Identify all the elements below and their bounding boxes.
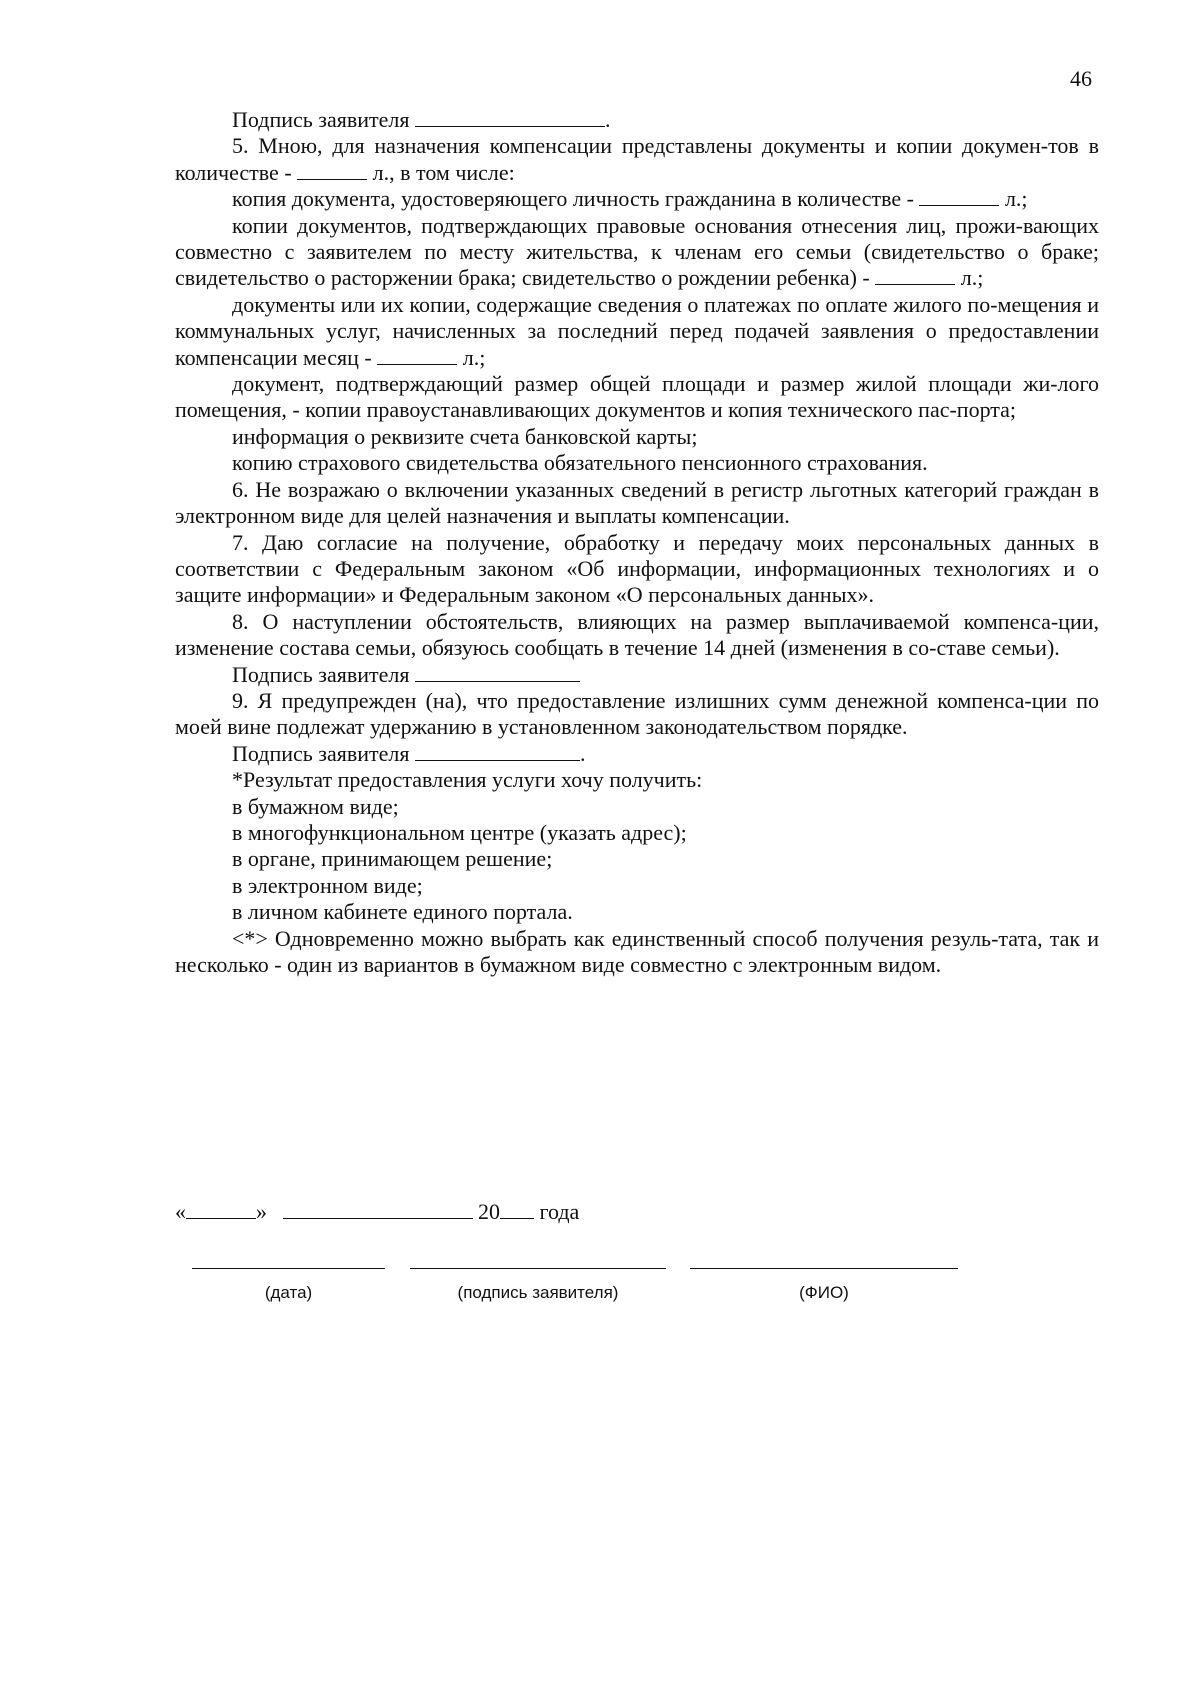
paragraph-text: в личном кабинете единого портала. (232, 899, 573, 925)
page-number: 46 (1070, 66, 1092, 91)
form-paragraph (175, 213, 1099, 292)
paragraph-text: . (605, 107, 611, 132)
signature-line (410, 1268, 666, 1269)
fill-in-blank (415, 663, 580, 682)
signature-caption: (подпись заявителя) (457, 1283, 619, 1302)
form-paragraph (175, 688, 1099, 741)
year-prefix: 20 (478, 1199, 500, 1224)
paragraph-text: в органе, принимающем решение; (232, 846, 553, 872)
paragraph-text: *Результат предоставления услуги хочу получить: (232, 767, 703, 793)
application-form-text (175, 107, 1099, 978)
paragraph-text: л.; (457, 344, 486, 370)
form-paragraph (175, 820, 1099, 846)
form-paragraph (175, 794, 1099, 820)
paragraph-text: информация о реквизите счета банковской карты; (232, 423, 698, 449)
form-paragraph (175, 609, 1099, 662)
paragraph-text: 5. Мною, для назначения компенсации представлены документы и копии докумен-тов в количестве - (175, 133, 1099, 185)
date-signature-line (192, 1268, 385, 1269)
paragraph-text: 7. Даю согласие на получение, обработку и передачу моих персональных данных в соответствии с Федеральным законом «Об информации, информационных технологиях и о защите информации» и Федеральным законом «О персональных данных». (175, 529, 1099, 608)
date-line (175, 1199, 579, 1225)
paragraph-text: л.; (999, 186, 1028, 212)
year-suffix: года (539, 1199, 580, 1224)
full-name-line (690, 1268, 958, 1269)
form-paragraph (175, 873, 1099, 899)
year-blank (500, 1200, 534, 1219)
paragraph-text: документ, подтверждающий размер общей площади и размер жилой площади жи-лого помещения, - копии правоустанавливающих документов и копия технического пас-порта; (175, 371, 1099, 423)
date-caption: (дата) (264, 1283, 313, 1302)
form-paragraph (175, 133, 1099, 186)
day-blank (186, 1200, 256, 1219)
paragraph-text: 8. О наступлении обстоятельств, влияющих на размер выплачиваемой компенса-ции, изменение состава семьи, обязуюсь сообщать в течение 14 дней (изменения в со-ставе семьи). (175, 608, 1099, 661)
form-paragraph (175, 292, 1099, 371)
form-paragraph (175, 371, 1099, 424)
paragraph-text: в бумажном виде; (232, 793, 399, 819)
form-paragraph (175, 926, 1099, 979)
paragraph-text: л.; (955, 265, 984, 291)
form-paragraph (175, 186, 1099, 212)
fill-in-blank (415, 742, 580, 761)
paragraph-text: копия документа, удостоверяющего личность гражданина в количестве - (232, 186, 920, 212)
paragraph-text: л., в том числе: (367, 159, 515, 185)
date-close-quote: » (256, 1199, 267, 1224)
form-paragraph (175, 846, 1099, 872)
form-paragraph (175, 107, 1099, 133)
form-paragraph (175, 741, 1099, 767)
fill-in-blank (875, 266, 955, 285)
paragraph-text: Подпись заявителя (232, 740, 416, 766)
form-paragraph (175, 530, 1099, 609)
month-blank (283, 1200, 473, 1219)
date-open-quote: « (175, 1199, 186, 1224)
form-paragraph (175, 477, 1099, 530)
paragraph-text: копию страхового свидетельства обязательного пенсионного страхования. (232, 450, 928, 476)
fill-in-blank (297, 161, 367, 180)
paragraph-text: . (580, 740, 586, 766)
full-name-caption: (ФИО) (799, 1283, 849, 1302)
paragraph-text: 9. Я предупрежден (на), что предоставление излишних сумм денежной компенса-ции по моей вине подлежат удержанию в установленном законодательством порядке. (175, 687, 1099, 740)
paragraph-text: Подпись заявителя (232, 661, 416, 687)
form-paragraph (175, 662, 1099, 688)
paragraph-text: копии документов, подтверждающих правовые основания отнесения лиц, прожи-вающих совместно с заявителем по месту жительства, к членам его семьи (свидетельство о браке; свидетельство о расторжении брака; свидетельство о рождении ребенка) - (175, 212, 1099, 291)
paragraph-text: в электронном виде; (232, 872, 423, 898)
paragraph-text: <*> Одновременно можно выбрать как единственный способ получения резуль-тата, так и несколько - один из вариантов в бумажном виде совместно с электронным видом. (175, 925, 1099, 977)
form-paragraph (175, 424, 1099, 450)
fill-in-blank (415, 108, 605, 127)
paragraph-text: 6. Не возражаю о включении указанных сведений в регистр льготных категорий граждан в электронном виде для целей назначения и выплаты компенсации. (175, 476, 1099, 529)
paragraph-text: Подпись заявителя (232, 107, 416, 132)
form-paragraph (175, 767, 1099, 793)
fill-in-blank (919, 187, 999, 206)
paragraph-text: документы или их копии, содержащие сведения о платежах по оплате жилого по-мещения и коммунальных услуг, начисленных за последний перед подачей заявления о предоставлении компенсации месяц - (175, 291, 1099, 370)
paragraph-text: в многофункциональном центре (указать адрес); (232, 819, 687, 845)
fill-in-blank (377, 346, 457, 365)
form-paragraph (175, 450, 1099, 476)
form-paragraph (175, 899, 1099, 925)
